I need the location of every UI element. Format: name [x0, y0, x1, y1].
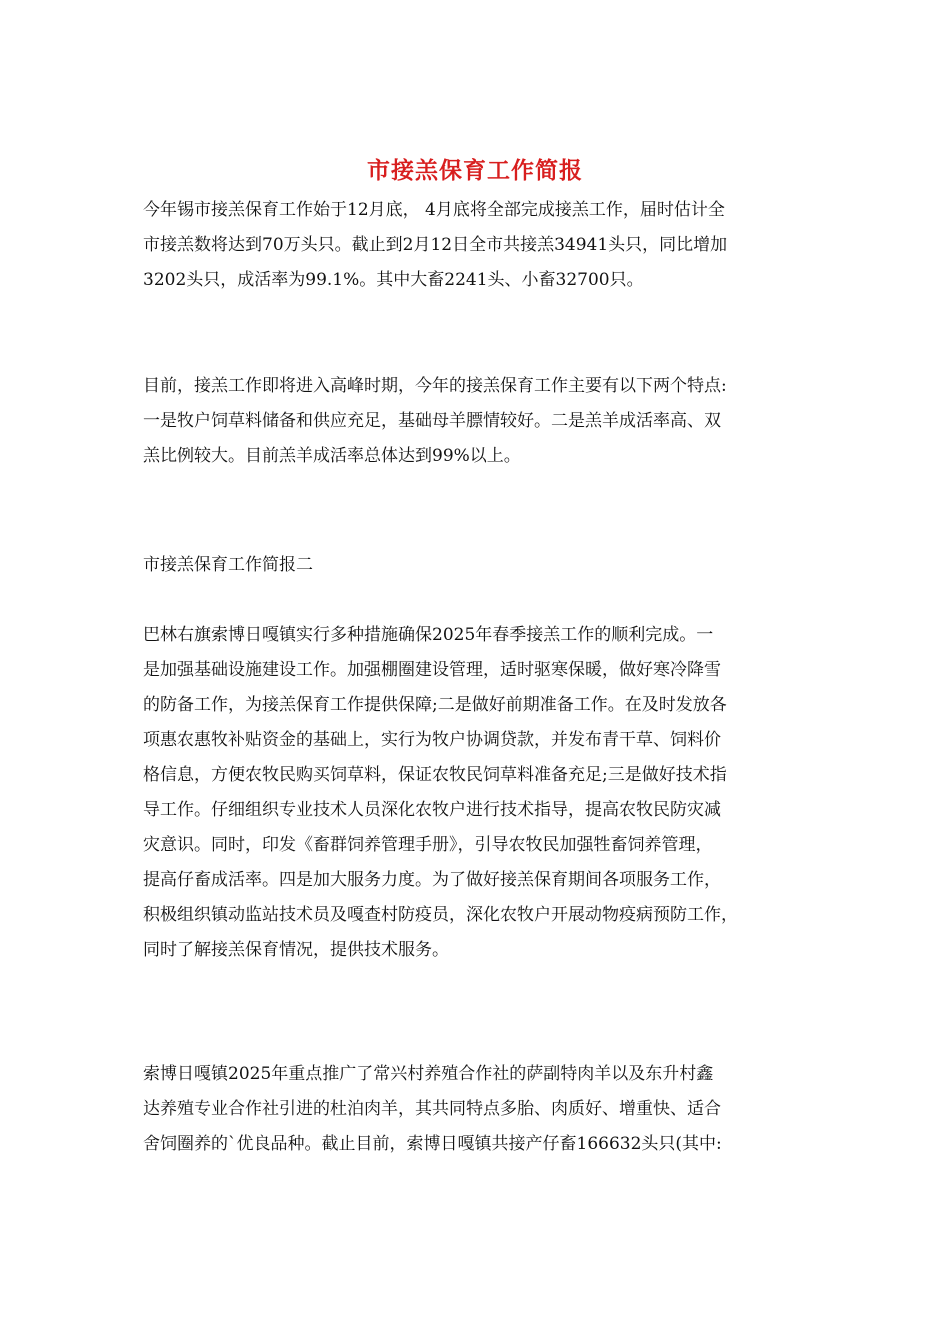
- text-line: 目前，接羔工作即将进入高峰时期，今年的接羔保育工作主要有以下两个特点:: [143, 376, 727, 396]
- text-line: 积极组织镇动监站技术员及嘎查村防疫员，深化农牧户开展动物疫病预防工作，: [143, 905, 738, 925]
- text-line: 市接羔数将达到70万头只。截止到2月12日全市共接羔34941头只，同比增加: [143, 235, 728, 255]
- text-line: 巴林右旗索博日嘎镇实行多种措施确保2025年春季接羔工作的顺利完成。一: [143, 625, 714, 645]
- text-line: 的防备工作，为接羔保育工作提供保障;二是做好前期准备工作。在及时发放各: [143, 695, 727, 715]
- paragraph-1: [143, 193, 815, 298]
- text-line: 是加强基础设施建设工作。加强棚圈建设管理，适时驱寒保暖，做好寒冷降雪: [143, 660, 721, 680]
- text-line: 导工作。仔细组织专业技术人员深化农牧户进行技术指导，提高农牧民防灾减: [143, 800, 721, 820]
- text-line: 提高仔畜成活率。四是加大服务力度。为了做好接羔保育期间各项服务工作，: [143, 870, 721, 890]
- text-line: 羔比例较大。目前羔羊成活率总体达到99%以上。: [143, 446, 521, 466]
- section-heading-2: [143, 548, 815, 583]
- text-line: 项惠农惠牧补贴资金的基础上，实行为牧户协调贷款，并发布青干草、饲料价: [143, 730, 721, 750]
- text-line: 3202头只，成活率为99.1%。其中大畜2241头、小畜32700只。: [143, 270, 644, 290]
- paragraph-3: [143, 618, 815, 968]
- text-line: 索博日嘎镇2025年重点推广了常兴村养殖合作社的萨副特肉羊以及东升村鑫: [143, 1064, 714, 1084]
- text-line: 一是牧户饲草料储备和供应充足，基础母羊膘情较好。二是羔羊成活率高、双: [143, 411, 721, 431]
- text-line: 同时了解接羔保育情况，提供技术服务。: [143, 940, 449, 960]
- text-line: 舍饲圈养的`优良品种。截止目前，索博日嘎镇共接产仔畜166632头只(其中:: [143, 1134, 722, 1154]
- paragraph-4: [143, 1057, 815, 1162]
- text-line: 灾意识。同时，印发《畜群饲养管理手册》，引导农牧民加强牲畜饲养管理，: [143, 835, 713, 855]
- document-title: 市接羔保育工作简报: [367, 158, 583, 184]
- text-line: 格信息，方便农牧民购买饲草料，保证农牧民饲草料准备充足;三是做好技术指: [143, 765, 727, 785]
- text-line: 达养殖专业合作社引进的杜泊肉羊，其共同特点多胎、肉质好、增重快、适合: [143, 1099, 721, 1119]
- paragraph-2: [143, 369, 815, 474]
- text-line: 市接羔保育工作简报二: [143, 555, 313, 575]
- text-line: 今年锡市接羔保育工作始于12月底， 4月底将全部完成接羔工作，届时估计全: [143, 200, 725, 220]
